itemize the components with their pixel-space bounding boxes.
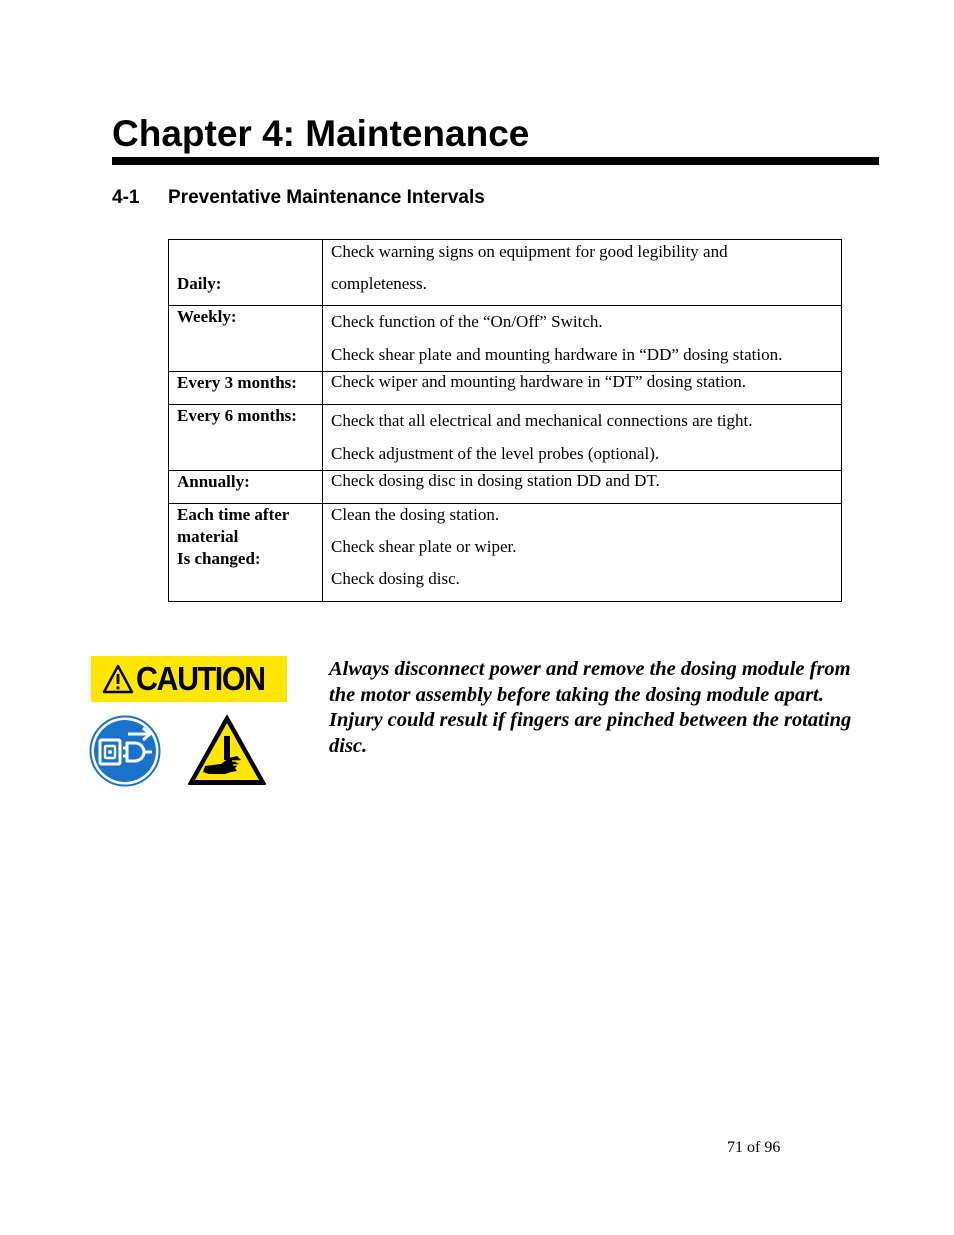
caution-banner <box>91 656 287 702</box>
task-item: Check shear plate and mounting hardware in “DD” dosing station. <box>331 344 783 364</box>
interval-tasks-cell <box>323 405 842 471</box>
table-row-every-6-months <box>169 405 842 471</box>
task-item: Check dosing disc in dosing station DD and DT. <box>331 471 660 490</box>
section-heading <box>112 184 485 212</box>
interval-label <box>169 504 322 570</box>
table-row-daily <box>169 240 842 306</box>
interval-label: Every 6 months: <box>177 406 297 425</box>
task-item: Check that all electrical and mechanical connections are tight. <box>331 411 753 430</box>
maintenance-intervals-table <box>168 239 842 602</box>
table-row-annually <box>169 471 842 504</box>
task-item: Check function of the “On/Off” Switch. <box>331 312 603 331</box>
task-item: Check dosing disc. <box>331 569 460 588</box>
task-item: Check adjustment of the level probes (optional). <box>331 443 660 463</box>
caution-word: CAUTION <box>136 660 265 697</box>
warning-triangle-icon <box>102 664 134 694</box>
interval-label-cell <box>169 504 323 602</box>
interval-label: Annually: <box>177 472 250 491</box>
table-row-weekly <box>169 306 842 372</box>
interval-label-line: Is changed: <box>177 549 261 568</box>
disconnect-power-icon <box>89 715 161 787</box>
interval-label-cell <box>169 405 323 471</box>
interval-label-cell <box>169 306 323 372</box>
interval-tasks-cell <box>323 240 842 306</box>
interval-tasks-cell <box>323 504 842 602</box>
interval-label-cell <box>169 240 323 306</box>
task-item: Check warning signs on equipment for good legibility and <box>331 242 728 261</box>
chapter-title: Chapter 4: Maintenance <box>112 113 530 154</box>
task-item: Check shear plate or wiper. <box>331 537 517 556</box>
pinch-hazard-icon <box>187 714 267 786</box>
interval-tasks-cell <box>323 306 842 372</box>
interval-label-line: material <box>177 527 239 546</box>
interval-label-cell <box>169 471 323 504</box>
task-item: Check wiper and mounting hardware in “DT” dosing station. <box>331 372 746 391</box>
interval-label-cell <box>169 372 323 405</box>
interval-label: Weekly: <box>177 307 237 326</box>
interval-label-line: Each time after <box>177 505 290 524</box>
interval-label: Daily: <box>177 274 222 293</box>
interval-tasks-cell <box>323 471 842 504</box>
caution-text: Always disconnect power and remove the dosing module from the motor assembly before taking the dosing module apart. Injury could result if fingers are pinched between the rotating disc. <box>329 658 852 757</box>
section-number: 4-1 <box>112 187 140 208</box>
title-rule <box>112 157 879 165</box>
table-row-material-change <box>169 504 842 602</box>
table-row-every-3-months <box>169 372 842 405</box>
page-number: 71 of 96 <box>727 1139 781 1156</box>
section-title: Preventative Maintenance Intervals <box>168 187 485 208</box>
interval-tasks-cell <box>323 372 842 405</box>
task-item: Clean the dosing station. <box>331 505 500 524</box>
task-item: completeness. <box>331 274 427 293</box>
interval-label: Every 3 months: <box>177 373 297 392</box>
